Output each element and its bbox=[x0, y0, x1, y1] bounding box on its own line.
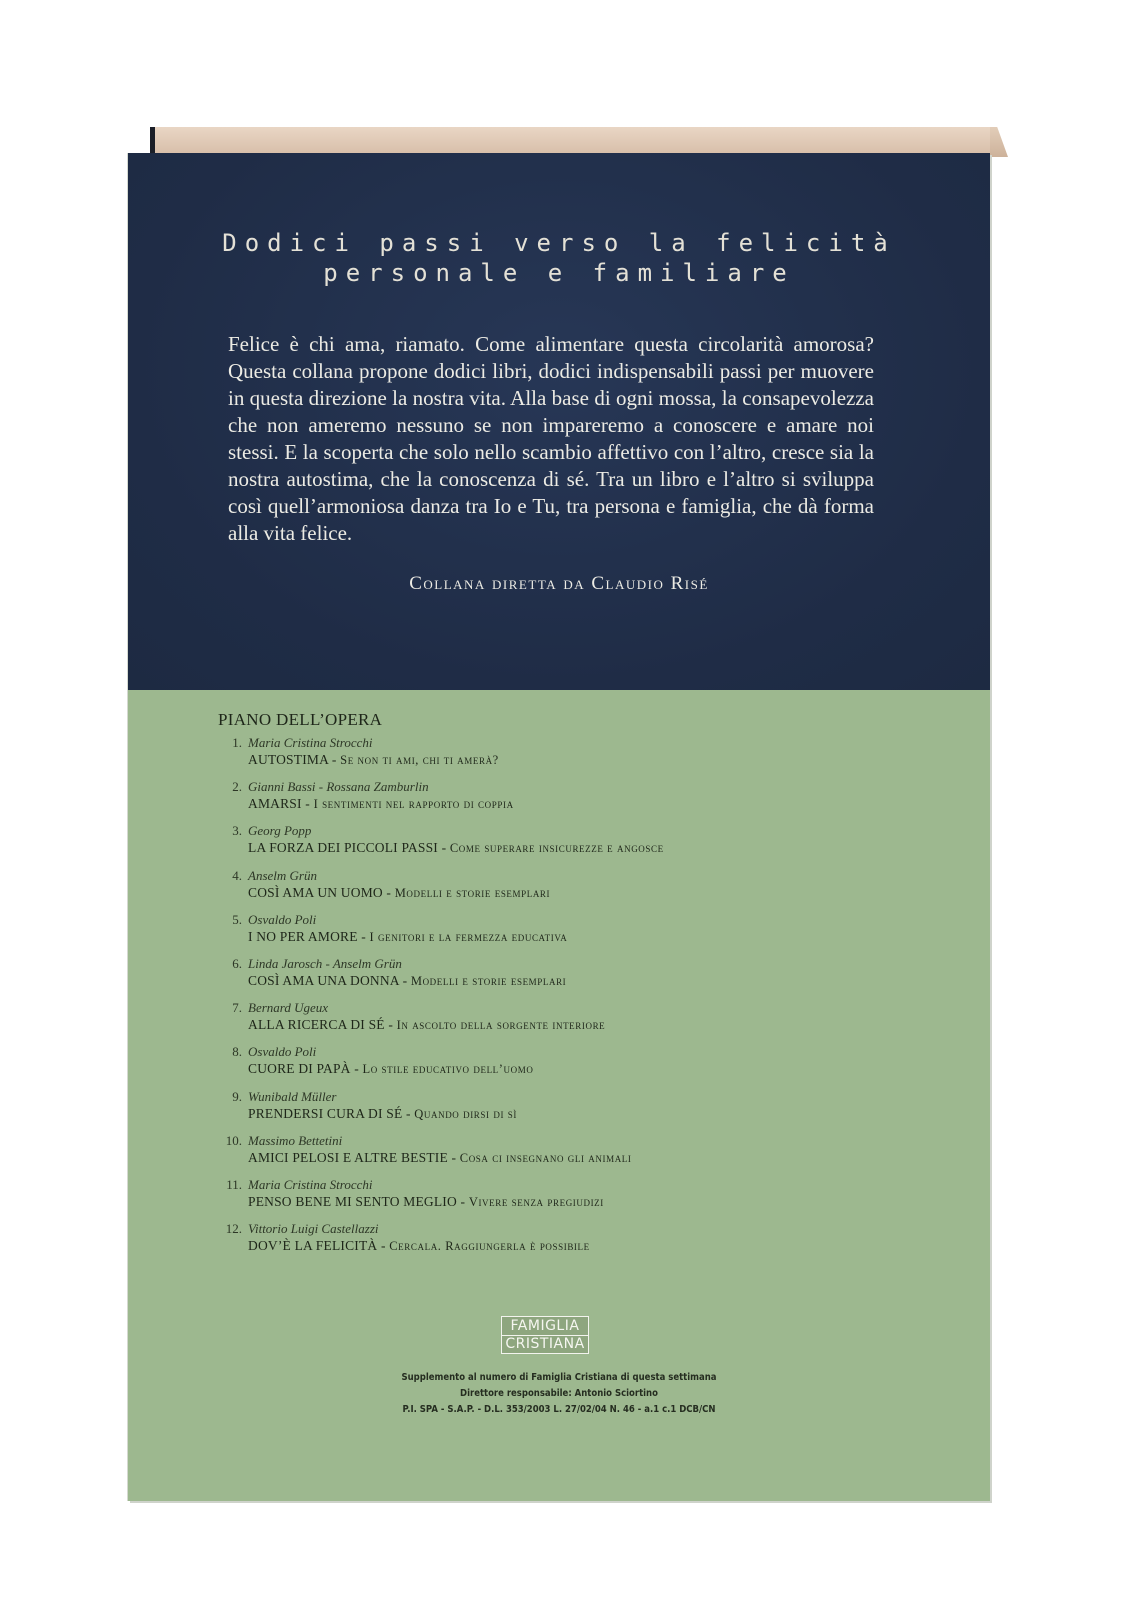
plan-item-title: AUTOSTIMA bbox=[248, 752, 329, 767]
plan-item-subtitle: Lo stile educativo dell’uomo bbox=[362, 1062, 534, 1077]
imprint-line-1: Supplemento al numero di Famiglia Cristiana di questa settimana bbox=[401, 1372, 717, 1383]
plan-item-separator: - bbox=[301, 796, 314, 812]
plan-item-separator: - bbox=[399, 972, 411, 988]
plan-item-subtitle: I sentimenti nel rapporto di coppia bbox=[313, 797, 514, 812]
plan-item-number: 7. bbox=[232, 1000, 242, 1016]
plan-item bbox=[198, 1088, 898, 1132]
plan-item-number: 2. bbox=[232, 779, 242, 795]
plan-item-author: Vittorio Luigi Castellazzi bbox=[248, 1221, 379, 1237]
plan-item-author: Massimo Bettetini bbox=[248, 1132, 343, 1148]
plan-item-subtitle: In ascolto della sorgente interiore bbox=[396, 1018, 606, 1033]
cover-bottom-panel bbox=[128, 690, 990, 1501]
plan-item-book bbox=[248, 972, 566, 990]
plan-item bbox=[198, 734, 898, 778]
plan-item-separator: - bbox=[402, 1105, 415, 1121]
book-back-cover bbox=[128, 153, 990, 1501]
plan-item bbox=[198, 778, 898, 822]
plan-item-book bbox=[248, 1016, 605, 1034]
plan-item-number: 4. bbox=[232, 867, 242, 883]
plan-item-number: 8. bbox=[232, 1044, 242, 1060]
plan-item-separator: - bbox=[382, 884, 395, 900]
plan-item-number: 3. bbox=[232, 823, 242, 839]
plan-item-title: COSÌ AMA UN UOMO bbox=[248, 884, 383, 900]
plan-item-separator: - bbox=[456, 1193, 469, 1209]
logo-line-2: CRISTIANA bbox=[502, 1335, 588, 1353]
plan-item-title: LA FORZA DEI PICCOLI PASSI bbox=[248, 840, 438, 856]
plan-item-title: AMICI PELOSI E ALTRE BESTIE bbox=[248, 1149, 448, 1165]
plan-item-subtitle: Se non ti ami, chi ti amerà? bbox=[340, 753, 499, 767]
plan-item bbox=[198, 1176, 898, 1220]
plan-item-title: PENSO BENE MI SENTO MEGLIO bbox=[248, 1193, 457, 1209]
plan-item-book bbox=[248, 751, 499, 769]
plan-item-title: DOV’È LA FELICITÀ bbox=[248, 1238, 378, 1254]
headline bbox=[128, 228, 990, 288]
plan-item-separator: - bbox=[377, 1238, 390, 1254]
plan-item-number: 6. bbox=[232, 955, 242, 971]
plan-item bbox=[198, 1043, 898, 1087]
plan-item bbox=[198, 1132, 898, 1176]
plan-item-number: 11. bbox=[226, 1176, 242, 1192]
plan-item-subtitle: Modelli e storie esemplari bbox=[410, 973, 567, 988]
plan-item-author: Osvaldo Poli bbox=[248, 1044, 317, 1060]
plan-item-book bbox=[248, 884, 550, 902]
plan-item-author: Maria Cristina Strocchi bbox=[248, 735, 373, 750]
plan-item-author: Osvaldo Poli bbox=[248, 911, 317, 927]
imprint-line-3: P.I. SPA - S.A.P. - D.L. 353/2003 L. 27/02/04 N. 46 - a.1 c.1 DCB/CN bbox=[402, 1404, 716, 1415]
series-director: Collana diretta da Claudio Risé bbox=[409, 573, 709, 594]
plan-item-separator: - bbox=[384, 1017, 397, 1033]
plan-item-author: Georg Popp bbox=[248, 823, 312, 839]
logo-line-1: FAMIGLIA bbox=[510, 1318, 580, 1334]
plan-item-author: Wunibald Müller bbox=[248, 1088, 337, 1104]
plan-title: PIANO DELL’OPERA bbox=[218, 710, 383, 729]
plan-item-book bbox=[248, 1105, 517, 1123]
cover-top-panel bbox=[128, 153, 990, 690]
plan-item-book bbox=[248, 1237, 590, 1255]
plan-item-separator: - bbox=[328, 752, 341, 767]
plan-item-number: 9. bbox=[232, 1088, 242, 1104]
plan-item-book bbox=[248, 1060, 533, 1078]
famiglia-cristiana-logo bbox=[501, 1316, 589, 1354]
plan-item-book bbox=[248, 1149, 632, 1167]
plan-item-author: Anselm Grün bbox=[248, 867, 317, 883]
plan-item-author: Maria Cristina Strocchi bbox=[248, 1176, 373, 1192]
plan-item-separator: - bbox=[438, 840, 450, 856]
plan-item bbox=[198, 867, 898, 911]
plan-item-title: AMARSI bbox=[248, 796, 302, 812]
plan-item bbox=[198, 822, 898, 866]
plan-item-book bbox=[248, 839, 664, 857]
plan-item-book bbox=[248, 928, 567, 946]
headline-line-1: Dodici passi verso la felicità bbox=[222, 229, 896, 257]
plan-item bbox=[198, 955, 898, 999]
plan-item-subtitle: Come superare insicurezze e angosce bbox=[449, 841, 664, 856]
plan-item-title: PRENDERSI CURA DI SÉ bbox=[248, 1105, 403, 1121]
plan-item bbox=[198, 1220, 898, 1264]
plan-item-separator: - bbox=[350, 1061, 363, 1077]
plan-item-subtitle: Modelli e storie esemplari bbox=[394, 885, 551, 900]
plan-item-separator: - bbox=[447, 1149, 460, 1165]
plan-item-subtitle: I genitori e la fermezza educativa bbox=[369, 929, 568, 944]
plan-item bbox=[198, 999, 898, 1043]
plan-item-separator: - bbox=[357, 928, 370, 944]
plan-item-author: Gianni Bassi - Rossana Zamburlin bbox=[248, 779, 429, 795]
plan-item bbox=[198, 911, 898, 955]
plan-item-book bbox=[248, 1193, 604, 1211]
plan-item-author: Linda Jarosch - Anselm Grün bbox=[248, 955, 402, 971]
plan-item-title: CUORE DI PAPÀ bbox=[248, 1061, 351, 1077]
plan-item-subtitle: Quando dirsi di sì bbox=[414, 1106, 517, 1121]
plan-item-subtitle: Cercala. Raggiungerla è possibile bbox=[389, 1239, 590, 1254]
plan-item-subtitle: Cosa ci insegnano gli animali bbox=[459, 1150, 632, 1165]
imprint bbox=[193, 1370, 926, 1418]
imprint-line-2: Direttore responsabile: Antonio Sciortino bbox=[460, 1388, 658, 1399]
plan-item-number: 10. bbox=[225, 1132, 242, 1148]
plan-list bbox=[198, 734, 898, 1264]
headline-line-2: personale e familiare bbox=[323, 259, 795, 287]
plan-item-title: COSÌ AMA UNA DONNA bbox=[248, 972, 399, 988]
plan-item-number: 12. bbox=[225, 1221, 242, 1237]
plan-item-title: ALLA RICERCA DI SÉ bbox=[248, 1017, 385, 1033]
plan-item-author: Bernard Ugeux bbox=[248, 1000, 329, 1016]
plan-item-number: 5. bbox=[232, 911, 242, 927]
plan-item-subtitle: Vivere senza pregiudizi bbox=[468, 1194, 604, 1209]
plan-item-book bbox=[248, 795, 514, 813]
plan-item-number: 1. bbox=[232, 735, 242, 750]
intro-text: Felice è chi ama, riamato. Come alimentare questa circolarità amorosa? Questa collana propone dodici libri, dodici indispensabili passi per muovere in questa direzione la nostra vita. Alla base di ogni mossa, la consapevolezza che non ameremo nessuno se non impareremo a conoscere e amare noi stessi. E la scoperta che solo nello scambio affettivo con l’altro, cresce sia la nostra autostima, che la conoscenza di sé. Tra un libro e l’altro si sviluppa così quell’armoniosa danza tra Io e Tu, tra persona e famiglia, che dà forma alla vita felice. bbox=[228, 332, 874, 545]
plan-item-title: I NO PER AMORE bbox=[248, 928, 358, 944]
book-corner bbox=[990, 127, 1008, 157]
